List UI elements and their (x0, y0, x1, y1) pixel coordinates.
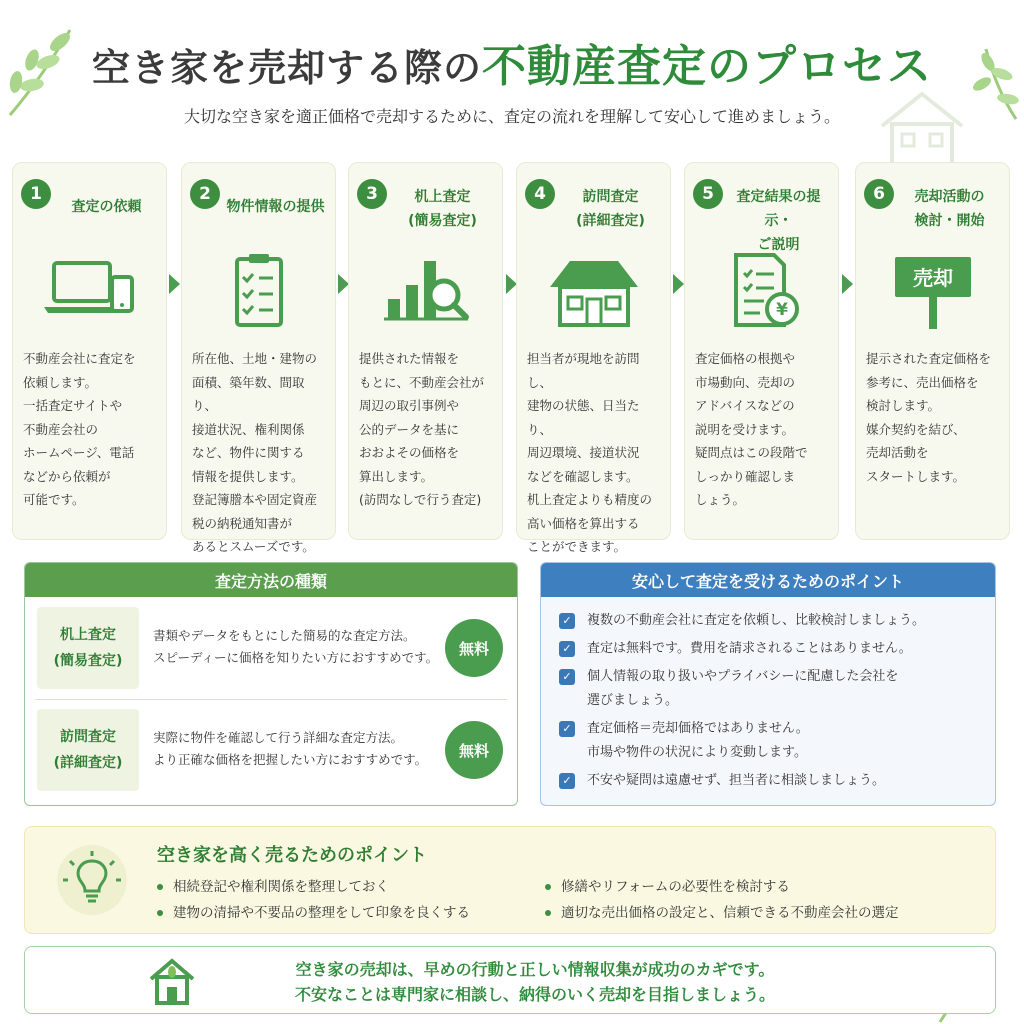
step-description: 査定価格の根拠や 市場動向、売却の アドバイスなどの 説明を受けます。 疑問点はこの段階で しっかり確認しま しょう。 (695, 351, 808, 507)
method-name: 訪問査定 (60, 729, 116, 745)
step-number: 2 (190, 179, 220, 209)
arrow-right-icon (169, 274, 180, 294)
tip-item: 相続登記や権利関係を整理しておく (157, 875, 389, 895)
step-number: 3 (357, 179, 387, 209)
tips-heading: 空き家を高く売るためのポイント (157, 845, 427, 866)
title-part1: 空き家を売却する際の (91, 46, 482, 90)
point-item (559, 609, 985, 633)
points-panel (540, 562, 996, 806)
tip-item: 建物の清掃や不要品の整理をして印象を良くする (157, 901, 470, 921)
sale-signboard-icon (883, 251, 983, 331)
step-title: 物件情報の提供 (226, 199, 325, 215)
step-description: 所在他、土地・建物の 面積、築年数、間取り、 接道状況、権利関係 など、物件に関する 情報を提供します。 登記簿謄本や固定資産 税の納税通知書が あるとスムーズです。 (192, 351, 318, 554)
step-title: 机上査定 (簡易査定) (408, 189, 477, 229)
method-name: 机上査定 (60, 627, 116, 643)
step-card-1 (12, 162, 167, 540)
step-card-4 (516, 162, 671, 554)
svg-text:¥: ¥ (776, 300, 788, 320)
points-heading: 安心して査定を受けるためのポイント (541, 563, 995, 597)
point-text: 個人情報の取り扱いやプライバシーに配慮した会社を 選びましょう。 (587, 669, 899, 708)
footer-message: 空き家の売却は、早めの行動と正しい情報収集が成功のカギです。 不安なことは専門家に相談し、納得のいく売却を目指しましょう。 (294, 960, 775, 1004)
method-row (35, 701, 507, 799)
title-part2: 不動産査定のプロセス (482, 41, 932, 92)
checkbox-checked-icon: ✓ (559, 721, 575, 737)
method-description: 実際に物件を確認して行う詳細な査定方法。 より正確な価格を把握したい方におすすめです。 (153, 730, 428, 767)
process-steps (12, 162, 1012, 554)
step-description: 提供された情報を もとに、不動産会社が 周辺の取引事例や 公的データを基に おおよその価格を 算出します。 (訪問なしで行う査定) (359, 351, 485, 507)
tip-item: 修繕やリフォームの必要性を検討する (545, 875, 790, 895)
step-card-5 (684, 162, 839, 540)
method-description: 書類やデータをもとにした簡易的な査定方法。 スピーディーに価格を知りたい方におすすめです。 (153, 628, 439, 665)
page-title (0, 30, 1024, 94)
point-text: 不安や疑問は遠慮せず、担当者に相談しましょう。 (587, 773, 885, 788)
step-title: 査定の依頼 (71, 199, 142, 215)
step-card-3 (348, 162, 503, 540)
checkbox-checked-icon: ✓ (559, 641, 575, 657)
point-item (559, 717, 985, 765)
point-text: 複数の不動産会社に査定を依頼し、比較検討しましょう。 (587, 613, 926, 628)
step-title: 査定結果の提示・ ご説明 (736, 189, 821, 253)
methods-heading: 査定方法の種類 (25, 563, 517, 597)
clipboard-checklist-icon (209, 251, 309, 331)
method-label (37, 607, 139, 689)
step-card-6 (855, 162, 1010, 540)
checkbox-checked-icon: ✓ (559, 773, 575, 789)
house-leaf-icon (147, 957, 197, 1005)
house-icon (544, 251, 644, 331)
laptop-phone-icon (40, 251, 140, 331)
tip-item: 適切な売出価格の設定と、信頼できる不動産会社の選定 (545, 901, 899, 921)
sign-text: 売却 (913, 266, 953, 290)
step-number: 6 (864, 179, 894, 209)
free-badge: 無料 (445, 721, 503, 779)
step-number: 1 (21, 179, 51, 209)
point-item (559, 769, 985, 793)
point-text: 査定価格＝売却価格ではありません。 市場や物件の状況により変動します。 (587, 721, 809, 760)
free-badge: 無料 (445, 619, 503, 677)
house-outline-decoration-icon (872, 88, 972, 168)
step-title: 訪問査定 (詳細査定) (576, 189, 645, 229)
tips-panel (24, 826, 996, 934)
step-card-2 (181, 162, 336, 554)
arrow-right-icon (673, 274, 684, 294)
footer-message-panel (24, 946, 996, 1014)
lightbulb-icon (55, 843, 129, 917)
arrow-right-icon (842, 274, 853, 294)
step-description: 担当者が現地を訪問し、 建物の状態、日当たり、 周辺環境、接道状況 などを確認します。 机上査定よりも精度の 高い価格を算出する ことができます。 (527, 351, 653, 554)
step-description: 不動産会社に査定を 依頼します。 一括査定サイトや 不動産会社の ホームページ、電話 などから依頼が 可能です。 (23, 351, 136, 507)
point-item (559, 665, 985, 713)
step-number: 5 (693, 179, 723, 209)
point-text: 査定は無料です。費用を請求されることはありません。 (587, 641, 912, 656)
bar-chart-magnifier-icon (376, 251, 476, 331)
step-number: 4 (525, 179, 555, 209)
method-label (37, 709, 139, 791)
method-sub: (簡易査定) (53, 653, 123, 669)
method-row (35, 599, 507, 697)
method-sub: (詳細査定) (53, 755, 123, 771)
checkbox-checked-icon: ✓ (559, 669, 575, 685)
point-item (559, 637, 985, 661)
step-description: 提示された査定価格を 参考に、売出価格を 検討します。 媒介契約を結び、 売却活動を スタートします。 (866, 351, 992, 484)
step-title: 売却活動の 検討・開始 (914, 189, 985, 229)
document-yen-icon (712, 251, 812, 331)
checkbox-checked-icon: ✓ (559, 613, 575, 629)
methods-panel (24, 562, 518, 806)
page-subtitle: 大切な空き家を適正価格で売却するために、査定の流れを理解して安心して進めましょう。 (183, 107, 840, 126)
divider (35, 699, 507, 700)
